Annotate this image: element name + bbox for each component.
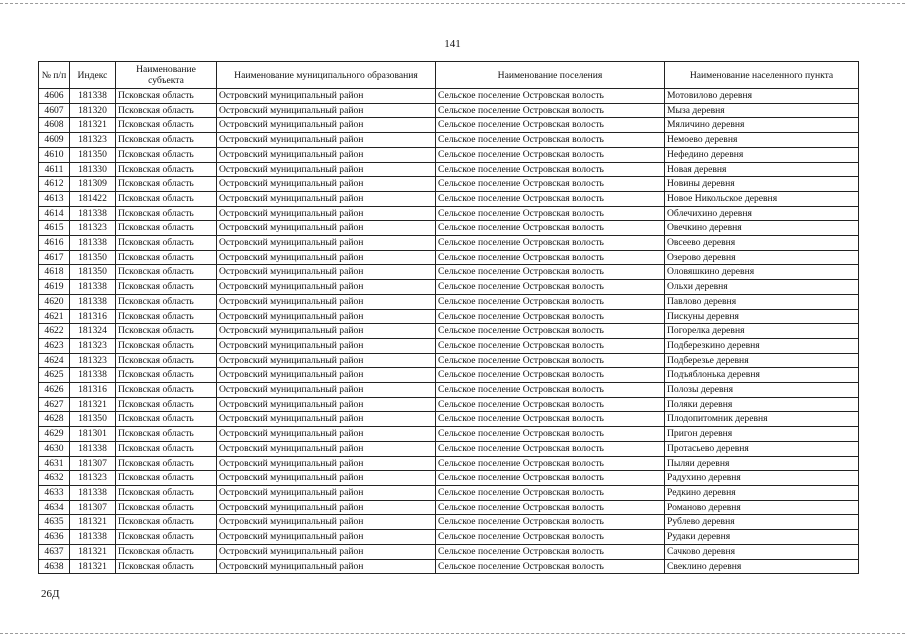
cell-settlement: Сельское поселение Островская волость xyxy=(436,485,665,500)
cell-subject: Псковская область xyxy=(116,162,217,177)
cell-municipality: Островский муниципальный район xyxy=(217,250,436,265)
table-row xyxy=(39,206,859,221)
cell-subject: Псковская область xyxy=(116,89,217,104)
cell-settlement: Сельское поселение Островская волость xyxy=(436,265,665,280)
cell-settlement: Сельское поселение Островская волость xyxy=(436,544,665,559)
cell-index: 181321 xyxy=(70,118,116,133)
cell-locality: Рублево деревня xyxy=(665,515,859,530)
cell-index: 181323 xyxy=(70,221,116,236)
cell-municipality: Островский муниципальный район xyxy=(217,265,436,280)
table-row xyxy=(39,368,859,383)
cell-number: 4610 xyxy=(39,147,70,162)
cell-number: 4615 xyxy=(39,221,70,236)
header-locality: Наименование населенного пункта xyxy=(665,62,859,89)
cell-subject: Псковская область xyxy=(116,383,217,398)
cell-number: 4630 xyxy=(39,441,70,456)
cell-locality: Протасьево деревня xyxy=(665,441,859,456)
table-body xyxy=(39,89,859,574)
cell-locality: Мотовилово деревня xyxy=(665,89,859,104)
table-row xyxy=(39,485,859,500)
cell-locality: Пыляи деревня xyxy=(665,456,859,471)
cell-municipality: Островский муниципальный район xyxy=(217,559,436,574)
cell-subject: Псковская область xyxy=(116,471,217,486)
cell-settlement: Сельское поселение Островская волость xyxy=(436,324,665,339)
cell-subject: Псковская область xyxy=(116,221,217,236)
cell-subject: Псковская область xyxy=(116,397,217,412)
cell-index: 181323 xyxy=(70,471,116,486)
cell-locality: Рудаки деревня xyxy=(665,530,859,545)
cell-settlement: Сельское поселение Островская волость xyxy=(436,427,665,442)
cell-municipality: Островский муниципальный район xyxy=(217,89,436,104)
cell-municipality: Островский муниципальный район xyxy=(217,427,436,442)
table-row xyxy=(39,147,859,162)
cell-locality: Нефедино деревня xyxy=(665,147,859,162)
cell-subject: Псковская область xyxy=(116,191,217,206)
header-index: Индекс xyxy=(70,62,116,89)
table-row xyxy=(39,294,859,309)
cell-settlement: Сельское поселение Островская волость xyxy=(436,515,665,530)
cell-municipality: Островский муниципальный район xyxy=(217,147,436,162)
cell-subject: Псковская область xyxy=(116,456,217,471)
cell-municipality: Островский муниципальный район xyxy=(217,338,436,353)
cell-municipality: Островский муниципальный район xyxy=(217,162,436,177)
cell-subject: Псковская область xyxy=(116,353,217,368)
cell-index: 181338 xyxy=(70,236,116,251)
cell-locality: Ольхи деревня xyxy=(665,280,859,295)
cell-locality: Новое Никольское деревня xyxy=(665,191,859,206)
cell-locality: Облечихино деревня xyxy=(665,206,859,221)
cell-number: 4616 xyxy=(39,236,70,251)
cell-locality: Пригон деревня xyxy=(665,427,859,442)
cell-municipality: Островский муниципальный район xyxy=(217,324,436,339)
cell-settlement: Сельское поселение Островская волость xyxy=(436,471,665,486)
cell-index: 181321 xyxy=(70,397,116,412)
cell-number: 4614 xyxy=(39,206,70,221)
header-number: № п/п xyxy=(39,62,70,89)
table-row xyxy=(39,383,859,398)
cell-municipality: Островский муниципальный район xyxy=(217,191,436,206)
table-row xyxy=(39,118,859,133)
cell-locality: Сачково деревня xyxy=(665,544,859,559)
header-municipality: Наименование муниципального образования xyxy=(217,62,436,89)
cell-settlement: Сельское поселение Островская волость xyxy=(436,191,665,206)
cell-municipality: Островский муниципальный район xyxy=(217,133,436,148)
footer-code: 26Д xyxy=(41,588,60,600)
cell-settlement: Сельское поселение Островская волость xyxy=(436,559,665,574)
cell-municipality: Островский муниципальный район xyxy=(217,280,436,295)
table-row xyxy=(39,559,859,574)
cell-municipality: Островский муниципальный район xyxy=(217,397,436,412)
table-row xyxy=(39,133,859,148)
cell-index: 181323 xyxy=(70,133,116,148)
cell-index: 181307 xyxy=(70,456,116,471)
cell-settlement: Сельское поселение Островская волость xyxy=(436,441,665,456)
table-row xyxy=(39,471,859,486)
cell-index: 181338 xyxy=(70,368,116,383)
cell-locality: Романово деревня xyxy=(665,500,859,515)
cell-number: 4626 xyxy=(39,383,70,398)
cell-index: 181320 xyxy=(70,103,116,118)
cell-index: 181316 xyxy=(70,383,116,398)
cell-settlement: Сельское поселение Островская волость xyxy=(436,338,665,353)
table-row xyxy=(39,530,859,545)
cell-municipality: Островский муниципальный район xyxy=(217,294,436,309)
cell-locality: Плодопитомник деревня xyxy=(665,412,859,427)
cell-number: 4607 xyxy=(39,103,70,118)
cell-subject: Псковская область xyxy=(116,206,217,221)
cell-subject: Псковская область xyxy=(116,280,217,295)
cell-settlement: Сельское поселение Островская волость xyxy=(436,397,665,412)
cell-number: 4608 xyxy=(39,118,70,133)
cell-number: 4627 xyxy=(39,397,70,412)
cell-subject: Псковская область xyxy=(116,544,217,559)
cell-settlement: Сельское поселение Островская волость xyxy=(436,280,665,295)
table-row xyxy=(39,221,859,236)
table-row xyxy=(39,103,859,118)
cell-locality: Овсеево деревня xyxy=(665,236,859,251)
cell-subject: Псковская область xyxy=(116,294,217,309)
cell-municipality: Островский муниципальный район xyxy=(217,383,436,398)
cell-municipality: Островский муниципальный район xyxy=(217,368,436,383)
cell-locality: Овечкино деревня xyxy=(665,221,859,236)
cell-index: 181338 xyxy=(70,441,116,456)
cell-subject: Псковская область xyxy=(116,118,217,133)
cell-subject: Псковская область xyxy=(116,324,217,339)
table-row xyxy=(39,427,859,442)
cell-number: 4606 xyxy=(39,89,70,104)
cell-number: 4618 xyxy=(39,265,70,280)
header-subject: Наименование субъекта xyxy=(116,62,217,89)
header-settlement: Наименование поселения xyxy=(436,62,665,89)
cell-number: 4621 xyxy=(39,309,70,324)
cell-index: 181323 xyxy=(70,338,116,353)
cell-subject: Псковская область xyxy=(116,559,217,574)
cell-subject: Псковская область xyxy=(116,147,217,162)
table-row xyxy=(39,338,859,353)
table-row xyxy=(39,265,859,280)
cell-settlement: Сельское поселение Островская волость xyxy=(436,368,665,383)
cell-settlement: Сельское поселение Островская волость xyxy=(436,500,665,515)
cell-number: 4628 xyxy=(39,412,70,427)
cell-number: 4635 xyxy=(39,515,70,530)
cell-locality: Подъяблонька деревня xyxy=(665,368,859,383)
cell-settlement: Сельское поселение Островская волость xyxy=(436,530,665,545)
cell-number: 4617 xyxy=(39,250,70,265)
cell-subject: Псковская область xyxy=(116,427,217,442)
cell-subject: Псковская область xyxy=(116,250,217,265)
scan-edge-top xyxy=(0,3,905,4)
table-row xyxy=(39,309,859,324)
cell-number: 4638 xyxy=(39,559,70,574)
cell-subject: Псковская область xyxy=(116,309,217,324)
cell-settlement: Сельское поселение Островская волость xyxy=(436,103,665,118)
cell-municipality: Островский муниципальный район xyxy=(217,206,436,221)
cell-locality: Пискуны деревня xyxy=(665,309,859,324)
cell-settlement: Сельское поселение Островская волость xyxy=(436,383,665,398)
cell-number: 4612 xyxy=(39,177,70,192)
cell-number: 4629 xyxy=(39,427,70,442)
cell-index: 181350 xyxy=(70,265,116,280)
cell-number: 4637 xyxy=(39,544,70,559)
cell-subject: Псковская область xyxy=(116,133,217,148)
cell-settlement: Сельское поселение Островская волость xyxy=(436,294,665,309)
table-row xyxy=(39,162,859,177)
cell-locality: Полозы деревня xyxy=(665,383,859,398)
cell-subject: Псковская область xyxy=(116,515,217,530)
table-row xyxy=(39,324,859,339)
cell-locality: Подберезье деревня xyxy=(665,353,859,368)
cell-index: 181307 xyxy=(70,500,116,515)
cell-index: 181321 xyxy=(70,515,116,530)
cell-subject: Псковская область xyxy=(116,530,217,545)
cell-settlement: Сельское поселение Островская волость xyxy=(436,118,665,133)
table-row xyxy=(39,412,859,427)
cell-settlement: Сельское поселение Островская волость xyxy=(436,177,665,192)
cell-index: 181338 xyxy=(70,89,116,104)
cell-settlement: Сельское поселение Островская волость xyxy=(436,236,665,251)
scan-edge-bottom xyxy=(0,633,905,634)
table-row xyxy=(39,500,859,515)
cell-index: 181350 xyxy=(70,147,116,162)
cell-subject: Псковская область xyxy=(116,236,217,251)
cell-subject: Псковская область xyxy=(116,368,217,383)
cell-municipality: Островский муниципальный район xyxy=(217,441,436,456)
cell-index: 181338 xyxy=(70,294,116,309)
cell-municipality: Островский муниципальный район xyxy=(217,471,436,486)
cell-locality: Свеклино деревня xyxy=(665,559,859,574)
cell-locality: Озерово деревня xyxy=(665,250,859,265)
cell-settlement: Сельское поселение Островская волость xyxy=(436,412,665,427)
table-row xyxy=(39,280,859,295)
cell-number: 4611 xyxy=(39,162,70,177)
cell-number: 4620 xyxy=(39,294,70,309)
cell-locality: Новины деревня xyxy=(665,177,859,192)
cell-number: 4609 xyxy=(39,133,70,148)
cell-settlement: Сельское поселение Островская волость xyxy=(436,221,665,236)
cell-index: 181321 xyxy=(70,559,116,574)
cell-municipality: Островский муниципальный район xyxy=(217,485,436,500)
cell-municipality: Островский муниципальный район xyxy=(217,236,436,251)
cell-settlement: Сельское поселение Островская волость xyxy=(436,162,665,177)
cell-index: 181338 xyxy=(70,530,116,545)
cell-settlement: Сельское поселение Островская волость xyxy=(436,353,665,368)
cell-locality: Поляки деревня xyxy=(665,397,859,412)
cell-number: 4613 xyxy=(39,191,70,206)
cell-municipality: Островский муниципальный район xyxy=(217,500,436,515)
table-header-row xyxy=(39,62,859,89)
table-row xyxy=(39,353,859,368)
cell-settlement: Сельское поселение Островская волость xyxy=(436,133,665,148)
cell-locality: Павлово деревня xyxy=(665,294,859,309)
cell-municipality: Островский муниципальный район xyxy=(217,177,436,192)
cell-index: 181301 xyxy=(70,427,116,442)
cell-subject: Псковская область xyxy=(116,485,217,500)
cell-subject: Псковская область xyxy=(116,177,217,192)
cell-index: 181338 xyxy=(70,485,116,500)
cell-municipality: Островский муниципальный район xyxy=(217,456,436,471)
cell-index: 181323 xyxy=(70,353,116,368)
cell-settlement: Сельское поселение Островская волость xyxy=(436,147,665,162)
cell-municipality: Островский муниципальный район xyxy=(217,353,436,368)
cell-index: 181422 xyxy=(70,191,116,206)
cell-locality: Мыза деревня xyxy=(665,103,859,118)
cell-index: 181350 xyxy=(70,250,116,265)
cell-subject: Псковская область xyxy=(116,265,217,280)
cell-locality: Редкино деревня xyxy=(665,485,859,500)
cell-number: 4623 xyxy=(39,338,70,353)
cell-number: 4632 xyxy=(39,471,70,486)
cell-locality: Немоево деревня xyxy=(665,133,859,148)
cell-subject: Псковская область xyxy=(116,441,217,456)
table-row xyxy=(39,544,859,559)
cell-number: 4619 xyxy=(39,280,70,295)
cell-subject: Псковская область xyxy=(116,500,217,515)
table-row xyxy=(39,89,859,104)
cell-number: 4633 xyxy=(39,485,70,500)
cell-index: 181350 xyxy=(70,412,116,427)
cell-number: 4631 xyxy=(39,456,70,471)
cell-locality: Подберезкино деревня xyxy=(665,338,859,353)
page-number: 141 xyxy=(444,38,461,50)
cell-settlement: Сельское поселение Островская волость xyxy=(436,206,665,221)
cell-municipality: Островский муниципальный район xyxy=(217,412,436,427)
cell-locality: Оловяшкино деревня xyxy=(665,265,859,280)
cell-number: 4625 xyxy=(39,368,70,383)
cell-number: 4624 xyxy=(39,353,70,368)
cell-municipality: Островский муниципальный район xyxy=(217,103,436,118)
cell-municipality: Островский муниципальный район xyxy=(217,515,436,530)
cell-settlement: Сельское поселение Островская волость xyxy=(436,89,665,104)
cell-index: 181338 xyxy=(70,206,116,221)
cell-number: 4636 xyxy=(39,530,70,545)
table-row xyxy=(39,191,859,206)
cell-number: 4622 xyxy=(39,324,70,339)
table-row xyxy=(39,250,859,265)
table-row xyxy=(39,397,859,412)
cell-municipality: Островский муниципальный район xyxy=(217,309,436,324)
cell-municipality: Островский муниципальный район xyxy=(217,530,436,545)
cell-subject: Псковская область xyxy=(116,103,217,118)
cell-municipality: Островский муниципальный район xyxy=(217,221,436,236)
cell-locality: Погорелка деревня xyxy=(665,324,859,339)
cell-number: 4634 xyxy=(39,500,70,515)
cell-settlement: Сельское поселение Островская волость xyxy=(436,456,665,471)
cell-index: 181330 xyxy=(70,162,116,177)
cell-municipality: Островский муниципальный район xyxy=(217,544,436,559)
cell-subject: Псковская область xyxy=(116,412,217,427)
table-row xyxy=(39,177,859,192)
table-row xyxy=(39,441,859,456)
cell-locality: Радухино деревня xyxy=(665,471,859,486)
cell-settlement: Сельское поселение Островская волость xyxy=(436,250,665,265)
cell-index: 181321 xyxy=(70,544,116,559)
cell-index: 181309 xyxy=(70,177,116,192)
cell-locality: Новая деревня xyxy=(665,162,859,177)
table-row xyxy=(39,236,859,251)
settlements-table xyxy=(38,61,859,574)
table-row xyxy=(39,515,859,530)
cell-municipality: Островский муниципальный район xyxy=(217,118,436,133)
cell-subject: Псковская область xyxy=(116,338,217,353)
cell-index: 181324 xyxy=(70,324,116,339)
table-row xyxy=(39,456,859,471)
cell-locality: Мяличино деревня xyxy=(665,118,859,133)
cell-index: 181316 xyxy=(70,309,116,324)
cell-settlement: Сельское поселение Островская волость xyxy=(436,309,665,324)
cell-index: 181338 xyxy=(70,280,116,295)
